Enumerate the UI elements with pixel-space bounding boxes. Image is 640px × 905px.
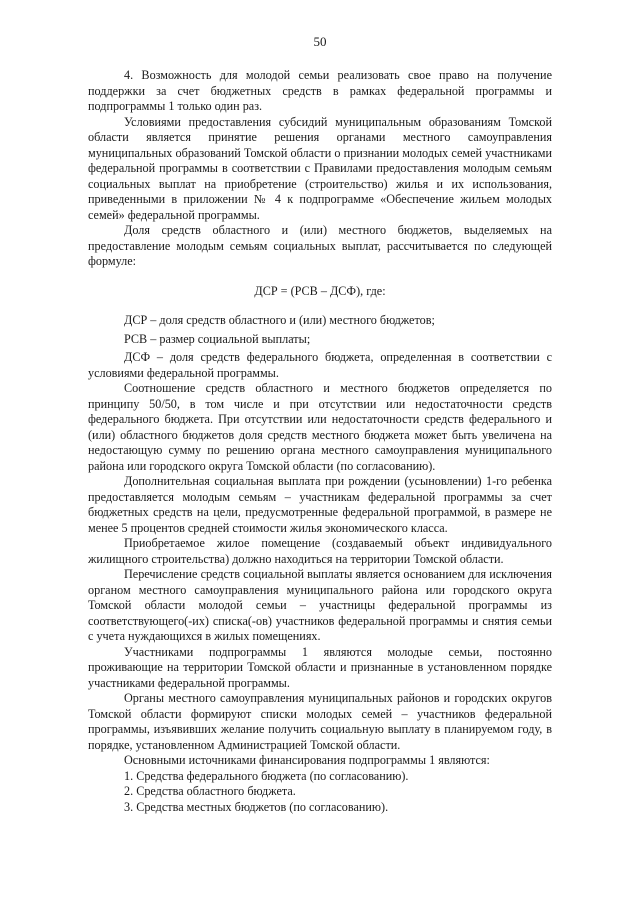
paragraph-possibility: 4. Возможность для молодой семьи реализовать свое право на получение поддержки за счет бюджетных средств в рамках федеральной программы и подпрограммы 1 только один раз. — [88, 68, 552, 113]
page-number: 50 — [313, 34, 327, 49]
definition-rsv: РСВ – размер социальной выплаты; — [124, 331, 311, 346]
paragraph-subsidy-conditions: Условиями предоставления субсидий муниципальным образованиям Томской области является принятие решения органами местного самоуправления муниципальных образований Томской области о признании молодых семей участниками федеральной программы в соответствии с Правилами предоставления молодым семьям социальных выплат на приобретение (строительство) жилья и их использования, приведенными в приложении № 4 к подпрограмме «Обеспечение жильем молодых семей» федеральной программы. — [88, 114, 552, 222]
paragraph-additional-payment: Дополнительная социальная выплата при рождении (усыновлении) 1-го ребенка предоставляется молодым семьям – участникам федеральной программы за счет бюджетных средств на цели, предусмотренные федеральной программой, в размере не менее 5 процентов средней стоимости жилья экономического класса. — [88, 474, 552, 535]
list-item: 1. Средства федерального бюджета (по согласованию). — [124, 768, 409, 783]
paragraph-participants: Участниками подпрограммы 1 являются молодые семьи, постоянно проживающие на территории Томской области и признанные в установленном порядке участниками федеральной программы. — [88, 644, 552, 690]
document-body — [88, 68, 552, 815]
definition-dsr: ДСР – доля средств областного и (или) местного бюджетов; — [124, 313, 435, 327]
list-item: 3. Средства местных бюджетов (по согласованию). — [124, 799, 389, 814]
formula: ДСР = (РСВ – ДСФ), где: — [254, 283, 386, 298]
list-item: 2. Средства областного бюджета. — [124, 784, 296, 798]
paragraph-housing-location: Приобретаемое жилое помещение (создаваемый объект индивидуального жилищного строительства) должно находиться на территории Томской области. — [88, 536, 552, 566]
paragraph-ratio: Соотношение средств областного и местного бюджетов определяется по принципу 50/50, в том числе и при отсутствии или недостаточности средств федерального бюджета. При отсутствии или недостаточности средств федерального и (или) областного бюджетов доля средств местного бюджета может быть увеличена на недостающую сумму по решению органа местного самоуправления муниципального района или городского округа Томской области (по согласованию). — [88, 381, 552, 473]
definition-dsf: ДСФ – доля средств федерального бюджета, определенная в соответствии с условиями федеральной программы. — [88, 350, 552, 380]
paragraph-budget-share: Доля средств областного и (или) местного бюджетов, выделяемых на предоставление молодым семьям социальных выплат, рассчитывается по следующей формуле: — [88, 223, 552, 268]
paragraph-funding-sources: Основными источниками финансирования подпрограммы 1 являются: — [124, 753, 490, 767]
paragraph-local-authorities: Органы местного самоуправления муниципальных районов и городских округов Томской области формируют списки молодых семей – участников федеральной программы, изъявивших желание получить социальную выплату в планируемом году, в порядке, установленном Администрацией Томской области. — [88, 691, 552, 752]
paragraph-transfer: Перечисление средств социальной выплаты является основанием для исключения органом местного самоуправления муниципального района или городского округа Томской области молодой семьи – участницы федеральной программы из соответствующего(-их) списка(-ов) участников федеральной программы и снятия семьи с учета нуждающихся в жилых помещениях. — [88, 567, 552, 643]
